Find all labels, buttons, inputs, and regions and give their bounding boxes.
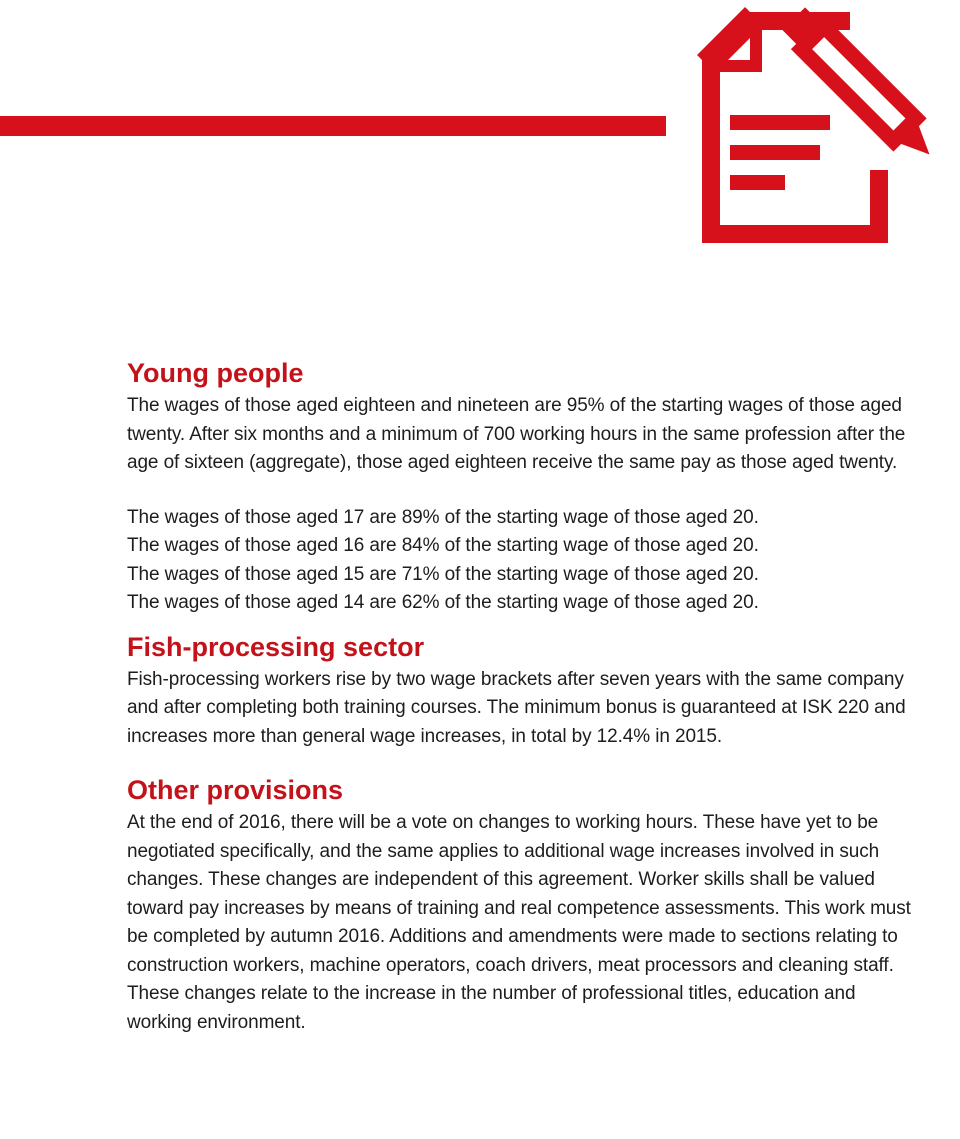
age-wage-line: The wages of those aged 17 are 89% of the starting wage of those aged 20. — [127, 506, 759, 528]
age-wage-line: The wages of those aged 14 are 62% of the starting wage of those aged 20. — [127, 592, 759, 613]
fish-processing-body: Fish-processing workers rise by two wage brackets after seven years with the same company and after completing both training courses. The minimum bonus is guaranteed at ISK 220 and increases more than general wage increases, in total by 12.4% in 2015. — [127, 668, 906, 747]
section-title-young-people: Young people — [127, 358, 304, 388]
document-body — [127, 356, 917, 1037]
young-people-intro: The wages of those aged eighteen and nineteen are 95% of the starting wages of those aged twenty. After six months and a minimum of 700 working hours in the same profession after the age of sixteen (aggregate), those aged eighteen receive the same pay as those aged twenty. — [127, 395, 906, 473]
document-pencil-icon — [690, 0, 960, 250]
age-wage-list — [127, 504, 917, 618]
section-title-fish-processing: Fish-processing sector — [127, 631, 425, 662]
other-provisions-body: At the end of 2016, there will be a vote on changes to working hours. These have yet to be negotiated specifically, and the same applies to additional wage increases involved in such changes. These changes are independent of this agreement. Worker skills shall be valued toward pay increases by means of training and real competence assessments. This work must be completed by autumn 2016. Additions and amendments were made to sections relating to construction workers, machine operators, coach drivers, meat processors and cleaning staff. These changes relate to the increase in the number of professional titles, education and working environment. — [127, 812, 911, 1033]
section-title-other-provisions: Other provisions — [127, 775, 344, 805]
age-wage-line: The wages of those aged 16 are 84% of the starting wage of those aged 20. — [127, 535, 759, 556]
age-wage-line: The wages of those aged 15 are 71% of the starting wage of those aged 20. — [127, 563, 759, 585]
header-accent-bar — [0, 116, 666, 136]
